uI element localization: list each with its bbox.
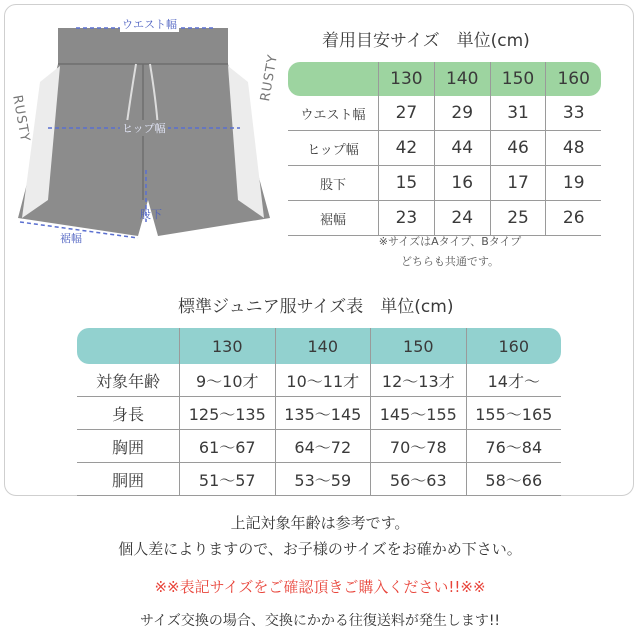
note-line: どちらも共通です。 xyxy=(400,255,500,268)
row-label: 股下 xyxy=(288,166,379,201)
table-cell: 29 xyxy=(434,96,490,131)
table-row xyxy=(77,463,561,496)
table-cell: 42 xyxy=(379,131,435,166)
table-cell: 70〜78 xyxy=(371,430,467,463)
table-cell: 125〜135 xyxy=(180,397,276,430)
size-table-note xyxy=(330,232,570,272)
table-cell: 26 xyxy=(546,201,601,236)
table-cell: 145〜155 xyxy=(371,397,467,430)
table-cell: 44 xyxy=(434,131,490,166)
table-row xyxy=(288,201,601,236)
size-col: 150 xyxy=(371,328,467,364)
size-col: 160 xyxy=(546,62,601,96)
waist-label: ウエスト幅 xyxy=(122,18,177,31)
row-label: ウエスト幅 xyxy=(288,96,379,131)
table-cell: 46 xyxy=(490,131,546,166)
table-cell: 27 xyxy=(379,96,435,131)
size-col: 130 xyxy=(180,328,276,364)
table-cell: 25 xyxy=(490,201,546,236)
brand-text-right: RUSTY xyxy=(258,53,282,103)
brand-text-left: RUSTY xyxy=(9,94,33,144)
size-col: 150 xyxy=(490,62,546,96)
size-col: 140 xyxy=(275,328,371,364)
table-cell: 64〜72 xyxy=(275,430,371,463)
table-row xyxy=(77,397,561,430)
table-row xyxy=(77,364,561,397)
size-table-title: 着用目安サイズ 単位(cm) xyxy=(322,31,530,51)
footer-warning: ※※表記サイズをご確認頂きご購入ください!!※※ xyxy=(154,578,486,596)
table-cell: 135〜145 xyxy=(275,397,371,430)
table-cell: 10〜11才 xyxy=(275,364,371,397)
row-label: 胴囲 xyxy=(77,463,180,496)
row-label: 身長 xyxy=(77,397,180,430)
table-cell: 58〜66 xyxy=(466,463,561,496)
table-cell: 61〜67 xyxy=(180,430,276,463)
table-cell: 19 xyxy=(546,166,601,201)
table-cell: 51〜57 xyxy=(180,463,276,496)
size-col: 160 xyxy=(466,328,561,364)
size-table xyxy=(288,62,601,236)
table-cell: 9〜10才 xyxy=(180,364,276,397)
row-label: 対象年齢 xyxy=(77,364,180,397)
hem-label: 裾幅 xyxy=(60,232,82,245)
hip-label: ヒップ幅 xyxy=(122,122,166,135)
footer-note-1: 上記対象年齢は参考です。 xyxy=(230,514,410,532)
table-cell: 53〜59 xyxy=(275,463,371,496)
table-cell: 14才〜 xyxy=(466,364,561,397)
footer-note-2: 個人差によりますので、お子様のサイズをお確かめ下さい。 xyxy=(118,540,522,558)
junior-table-title: 標準ジュニア服サイズ表 単位(cm) xyxy=(178,297,454,317)
table-cell: 48 xyxy=(546,131,601,166)
table-row xyxy=(288,96,601,131)
table-row xyxy=(288,166,601,201)
shorts-illustration xyxy=(8,10,282,250)
table-cell: 17 xyxy=(490,166,546,201)
table-cell: 155〜165 xyxy=(466,397,561,430)
table-cell: 15 xyxy=(379,166,435,201)
footer-exchange-note: サイズ交換の場合、交換にかかる往復送料が発生します!! xyxy=(139,613,501,629)
table-cell: 12〜13才 xyxy=(371,364,467,397)
table-cell: 16 xyxy=(434,166,490,201)
junior-size-table xyxy=(77,328,561,496)
table-row xyxy=(77,430,561,463)
size-table-header xyxy=(288,62,601,96)
table-cell: 23 xyxy=(379,201,435,236)
table-cell: 31 xyxy=(490,96,546,131)
size-col: 130 xyxy=(379,62,435,96)
row-label: 裾幅 xyxy=(288,201,379,236)
crotch-label: 股下 xyxy=(140,208,162,221)
table-cell: 33 xyxy=(546,96,601,131)
junior-table-header xyxy=(77,328,561,364)
row-label: ヒップ幅 xyxy=(288,131,379,166)
table-row xyxy=(288,131,601,166)
note-line: ※サイズはAタイプ、Bタイプ xyxy=(378,235,522,248)
table-cell: 76〜84 xyxy=(466,430,561,463)
size-col: 140 xyxy=(434,62,490,96)
table-cell: 56〜63 xyxy=(371,463,467,496)
row-label: 胸囲 xyxy=(77,430,180,463)
table-cell: 24 xyxy=(434,201,490,236)
